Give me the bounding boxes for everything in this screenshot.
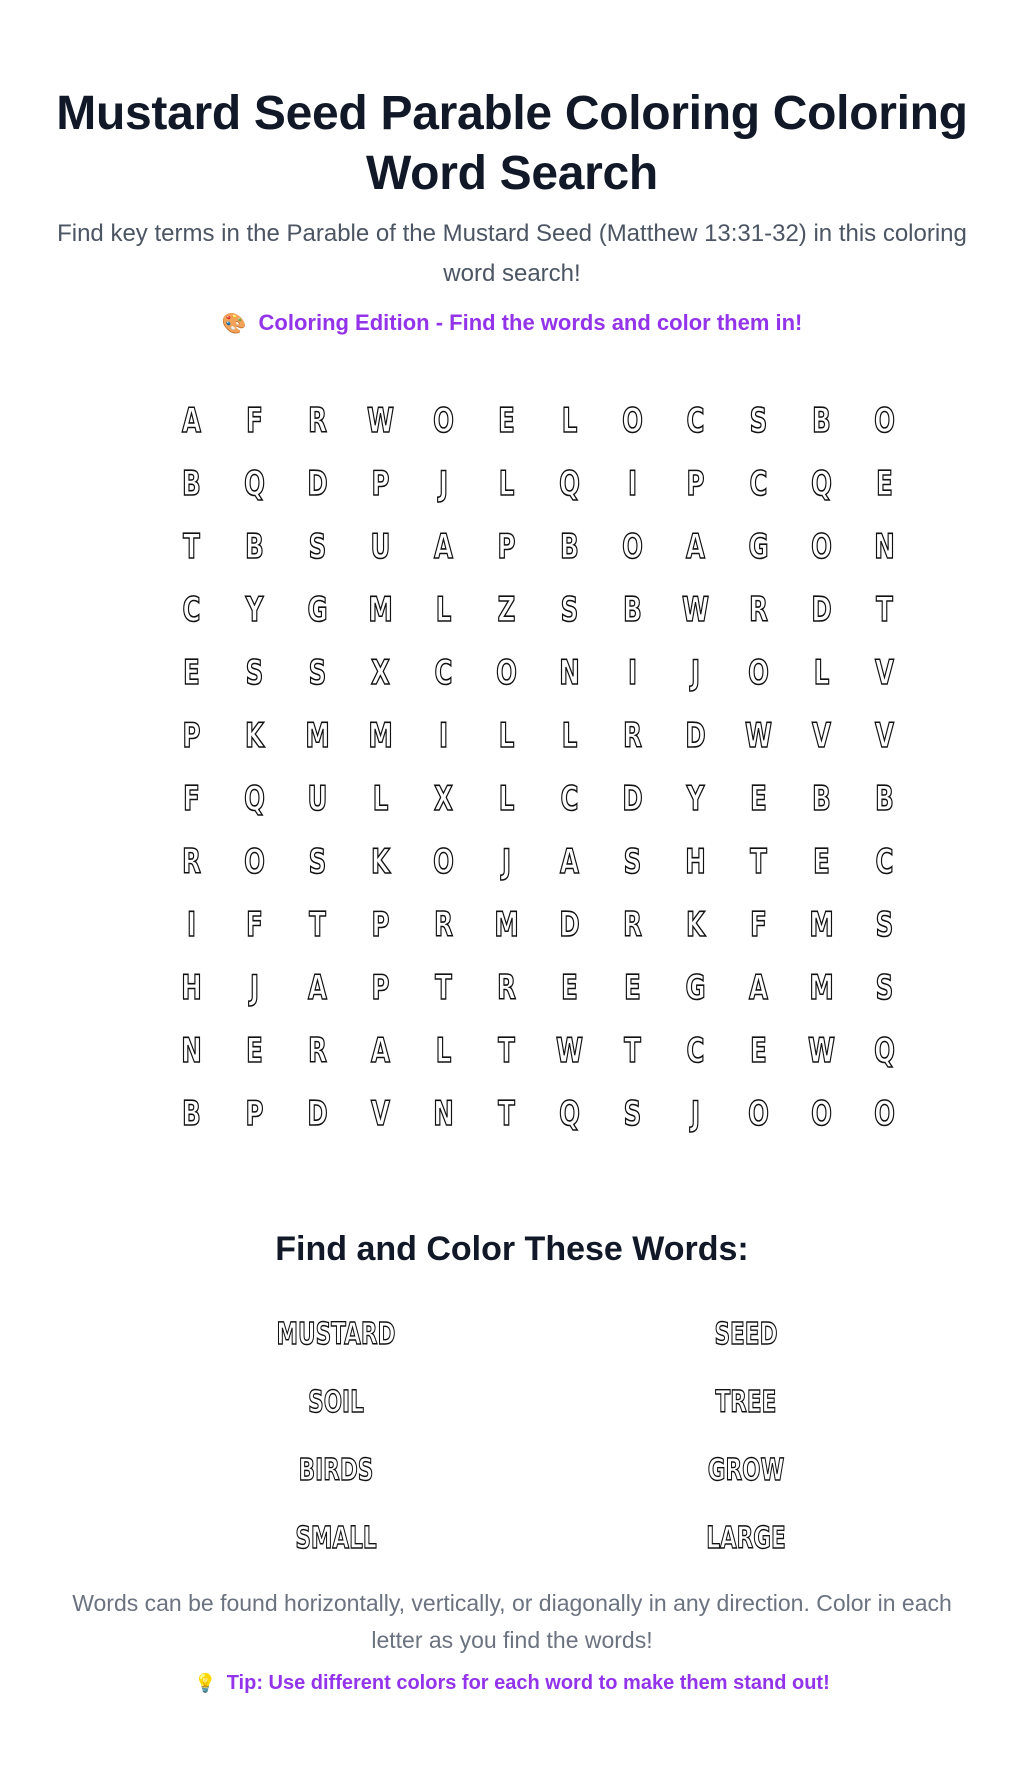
grid-cell[interactable]: A <box>308 967 327 1008</box>
grid-cell[interactable]: W <box>744 715 772 756</box>
page-subtitle: Find key terms in the Parable of the Mustard Seed (Matthew 13:31-32) in this coloring word search! <box>57 220 967 287</box>
grid-cell[interactable]: M <box>368 715 393 756</box>
grid-cell[interactable]: I <box>438 715 449 756</box>
grid-cell[interactable]: R <box>623 715 642 756</box>
grid-cell[interactable]: E <box>876 463 893 504</box>
grid-cell[interactable]: R <box>182 841 201 882</box>
grid-cell[interactable]: D <box>559 904 580 945</box>
grid-cell[interactable]: W <box>681 589 709 630</box>
grid-cell[interactable]: J <box>501 841 512 882</box>
grid-cell[interactable]: O <box>433 400 454 441</box>
word-search-grid <box>160 389 916 1145</box>
grid-cell[interactable]: L <box>498 463 515 504</box>
grid-cell[interactable]: L <box>498 715 515 756</box>
grid-cell[interactable]: C <box>560 778 579 819</box>
grid-cell[interactable]: C <box>686 400 705 441</box>
grid-cell[interactable]: M <box>368 589 393 630</box>
grid-cell[interactable]: E <box>246 1030 263 1071</box>
grid-cell[interactable]: U <box>307 778 328 819</box>
instructions-text: Words can be found horizontally, vertically, or diagonally in any direction. Color in each letter as you find the words! <box>72 1590 952 1653</box>
grid-cell[interactable]: L <box>435 1030 452 1071</box>
grid-cell[interactable]: L <box>813 652 830 693</box>
grid-cell[interactable]: Y <box>245 589 264 630</box>
grid-cell[interactable]: R <box>623 904 642 945</box>
word-list-heading: Find and Color These Words: <box>275 1230 749 1268</box>
grid-cell[interactable]: L <box>561 715 578 756</box>
grid-cell[interactable]: T <box>309 904 326 945</box>
grid-cell[interactable]: D <box>811 589 832 630</box>
word-list <box>176 1300 906 1572</box>
grid-cell[interactable]: B <box>560 526 579 567</box>
word-list-item: LARGE <box>706 1520 786 1556</box>
grid-cell[interactable]: D <box>622 778 643 819</box>
grid-cell[interactable]: S <box>245 652 264 693</box>
grid-cell[interactable]: Q <box>559 463 580 504</box>
grid-cell[interactable]: V <box>371 1093 390 1134</box>
grid-cell[interactable]: U <box>370 526 391 567</box>
grid-cell[interactable]: A <box>371 1030 390 1071</box>
grid-cell[interactable]: O <box>244 841 265 882</box>
grid-cell[interactable]: P <box>245 1093 264 1134</box>
grid-cell[interactable]: T <box>435 967 452 1008</box>
word-list-item: MUSTARD <box>276 1316 396 1352</box>
grid-cell[interactable]: F <box>246 904 263 945</box>
grid-cell[interactable]: V <box>875 652 894 693</box>
grid-cell[interactable]: F <box>750 904 767 945</box>
coloring-edition-label: Coloring Edition - Find the words and color them in! <box>258 310 803 335</box>
grid-cell[interactable]: O <box>874 400 895 441</box>
word-list-item: SOIL <box>308 1384 364 1420</box>
grid-cell[interactable]: O <box>874 1093 895 1134</box>
grid-cell[interactable]: K <box>371 841 390 882</box>
grid-cell[interactable]: X <box>434 778 453 819</box>
grid-cell[interactable]: B <box>623 589 642 630</box>
grid-cell[interactable]: E <box>183 652 200 693</box>
grid-cell[interactable]: F <box>183 778 200 819</box>
grid-cell[interactable]: E <box>813 841 830 882</box>
palette-icon: 🎨 <box>221 313 247 335</box>
grid-cell[interactable]: H <box>181 967 202 1008</box>
grid-cell[interactable]: Q <box>811 463 832 504</box>
grid-cell[interactable]: F <box>246 400 263 441</box>
grid-cell[interactable]: Z <box>497 589 516 630</box>
grid-cell[interactable]: P <box>497 526 516 567</box>
grid-cell[interactable]: T <box>498 1030 515 1071</box>
word-list-item: BIRDS <box>298 1452 374 1488</box>
grid-cell[interactable]: C <box>182 589 201 630</box>
word-list-item: SMALL <box>295 1520 377 1556</box>
grid-cell[interactable]: K <box>245 715 264 756</box>
grid-cell[interactable]: O <box>496 652 517 693</box>
grid-cell[interactable]: R <box>308 1030 327 1071</box>
grid-cell[interactable]: S <box>623 1093 642 1134</box>
grid-cell[interactable]: R <box>749 589 768 630</box>
grid-cell[interactable]: N <box>874 526 895 567</box>
grid-cell[interactable]: E <box>561 967 578 1008</box>
grid-cell[interactable]: L <box>498 778 515 819</box>
grid-cell[interactable]: T <box>876 589 893 630</box>
grid-cell[interactable]: T <box>624 1030 641 1071</box>
grid-cell[interactable]: B <box>875 778 894 819</box>
coloring-edition-banner <box>0 308 1024 339</box>
grid-cell[interactable]: J <box>690 1093 701 1134</box>
grid-cell[interactable]: O <box>622 526 643 567</box>
grid-cell[interactable]: S <box>623 841 642 882</box>
grid-cell[interactable]: W <box>807 1030 835 1071</box>
grid-cell[interactable]: I <box>186 904 197 945</box>
grid-cell[interactable]: W <box>555 1030 583 1071</box>
grid-cell[interactable]: M <box>809 904 834 945</box>
grid-cell[interactable]: I <box>627 652 638 693</box>
grid-cell[interactable]: R <box>497 967 516 1008</box>
grid-cell[interactable]: N <box>559 652 580 693</box>
grid-cell[interactable]: O <box>748 1093 769 1134</box>
grid-cell[interactable]: A <box>749 967 768 1008</box>
word-list-item: GROW <box>707 1452 785 1488</box>
grid-cell[interactable]: Q <box>874 1030 895 1071</box>
lightbulb-icon: 💡 <box>194 1673 217 1693</box>
tip-text: Tip: Use different colors for each word to make them stand out! <box>226 1672 830 1694</box>
grid-cell[interactable]: B <box>182 463 201 504</box>
grid-cell[interactable]: C <box>434 652 453 693</box>
grid-cell[interactable]: T <box>183 526 200 567</box>
grid-cell[interactable]: E <box>498 400 515 441</box>
grid-cell[interactable]: J <box>438 463 449 504</box>
grid-cell[interactable]: R <box>308 400 327 441</box>
grid-cell[interactable]: M <box>809 967 834 1008</box>
grid-cell[interactable]: N <box>181 1030 202 1071</box>
grid-cell[interactable]: B <box>182 1093 201 1134</box>
grid-cell[interactable]: A <box>182 400 201 441</box>
grid-cell[interactable]: A <box>686 526 705 567</box>
grid-cell[interactable]: O <box>811 1093 832 1134</box>
grid-cell[interactable]: L <box>372 778 389 819</box>
page-title: Mustard Seed Parable Coloring Coloring Word Search <box>56 87 968 200</box>
grid-cell[interactable]: O <box>811 526 832 567</box>
grid-cell[interactable]: P <box>371 463 390 504</box>
word-list-item: TREE <box>715 1384 777 1420</box>
grid-cell[interactable]: T <box>750 841 767 882</box>
grid-cell[interactable]: A <box>560 841 579 882</box>
grid-cell[interactable]: L <box>561 400 578 441</box>
grid-cell[interactable]: S <box>875 904 894 945</box>
grid-cell[interactable]: D <box>307 1093 328 1134</box>
grid-cell[interactable]: Q <box>244 778 265 819</box>
grid-cell[interactable]: P <box>371 967 390 1008</box>
grid-cell[interactable]: G <box>685 967 706 1008</box>
tip-banner <box>0 1668 1024 1698</box>
grid-cell[interactable]: L <box>435 589 452 630</box>
grid-cell[interactable]: S <box>749 400 768 441</box>
grid-cell[interactable]: K <box>686 904 705 945</box>
grid-cell[interactable]: E <box>750 1030 767 1071</box>
grid-cell[interactable]: S <box>308 841 327 882</box>
grid-cell[interactable]: G <box>748 526 769 567</box>
grid-cell[interactable]: R <box>434 904 453 945</box>
grid-cell[interactable]: P <box>371 904 390 945</box>
grid-cell[interactable]: S <box>875 967 894 1008</box>
grid-cell[interactable]: B <box>812 400 831 441</box>
grid-cell[interactable]: A <box>434 526 453 567</box>
word-list-item: SEED <box>714 1316 778 1352</box>
grid-cell[interactable]: S <box>308 652 327 693</box>
grid-cell[interactable]: V <box>875 715 894 756</box>
grid-cell[interactable]: B <box>812 778 831 819</box>
grid-cell[interactable]: J <box>690 652 701 693</box>
grid-cell[interactable]: V <box>812 715 831 756</box>
grid-cell[interactable]: H <box>685 841 706 882</box>
grid-cell[interactable]: B <box>245 526 264 567</box>
grid-cell[interactable]: O <box>622 400 643 441</box>
grid-cell[interactable]: C <box>875 841 894 882</box>
grid-cell[interactable]: Q <box>244 463 265 504</box>
grid-cell[interactable]: X <box>371 652 390 693</box>
grid-cell[interactable]: T <box>498 1093 515 1134</box>
grid-cell[interactable]: C <box>686 1030 705 1071</box>
grid-cell[interactable]: D <box>685 715 706 756</box>
grid-cell[interactable]: E <box>750 778 767 819</box>
grid-cell[interactable]: I <box>627 463 638 504</box>
grid-cell[interactable]: M <box>494 904 519 945</box>
grid-cell[interactable]: O <box>748 652 769 693</box>
grid-cell[interactable]: W <box>366 400 394 441</box>
grid-cell[interactable]: D <box>307 463 328 504</box>
grid-cell[interactable]: E <box>624 967 641 1008</box>
grid-cell[interactable]: O <box>433 841 454 882</box>
grid-cell[interactable]: N <box>433 1093 454 1134</box>
grid-cell[interactable]: Y <box>686 778 705 819</box>
grid-cell[interactable]: P <box>182 715 201 756</box>
grid-cell[interactable]: S <box>560 589 579 630</box>
grid-cell[interactable]: Q <box>559 1093 580 1134</box>
grid-cell[interactable]: M <box>305 715 330 756</box>
grid-cell[interactable]: C <box>749 463 768 504</box>
grid-cell[interactable]: P <box>686 463 705 504</box>
grid-cell[interactable]: J <box>249 967 260 1008</box>
grid-cell[interactable]: S <box>308 526 327 567</box>
grid-cell[interactable]: G <box>307 589 328 630</box>
